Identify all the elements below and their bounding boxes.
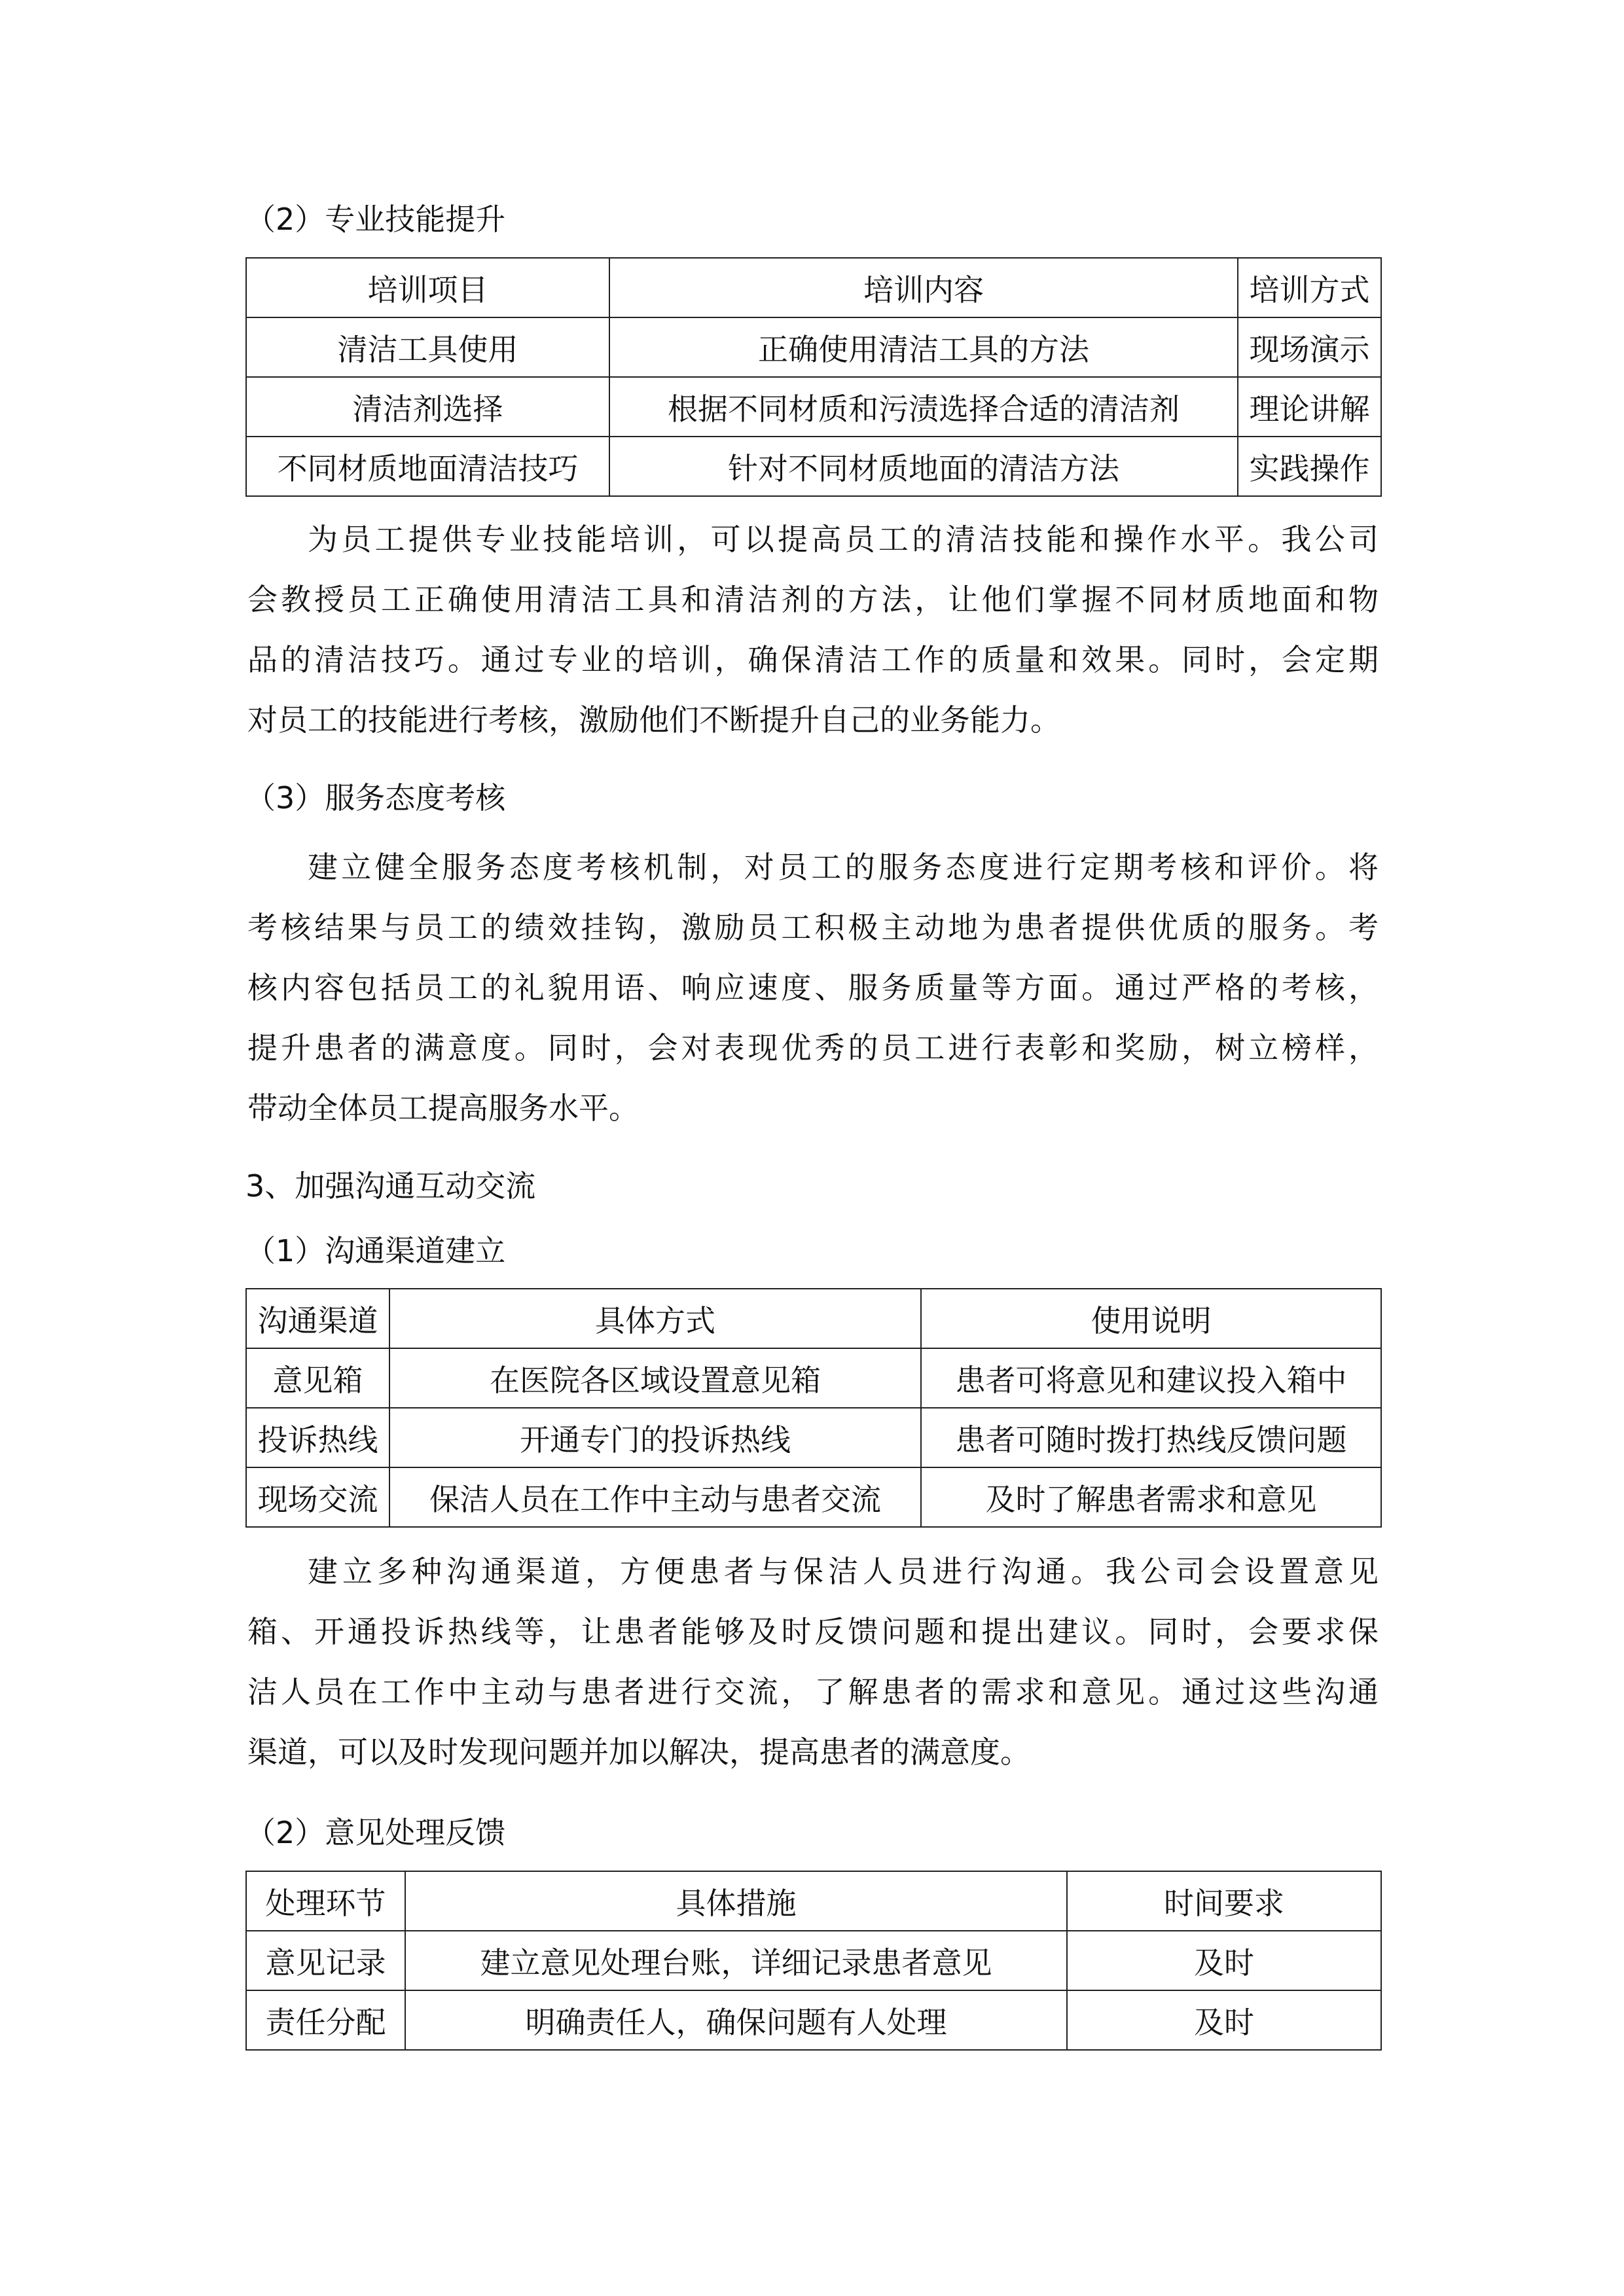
table-cell: 意见记录 xyxy=(246,1931,405,1990)
table-header-row xyxy=(246,1871,1381,1931)
table-row xyxy=(246,1931,1381,1990)
table-cell: 及时了解患者需求和意见 xyxy=(921,1467,1381,1527)
subsection-heading-channels: （1）沟通渠道建立 xyxy=(245,1233,506,1268)
paragraph-line: 提升患者的满意度。同时，会对表现优秀的员工进行表彰和奖励，树立榜样， xyxy=(247,1030,1379,1066)
section-heading-attitude: （3）服务态度考核 xyxy=(245,780,506,816)
table-row xyxy=(246,1990,1381,2050)
table-cell: 在医院各区域设置意见箱 xyxy=(389,1348,921,1408)
skills-training-table xyxy=(245,257,1382,497)
table-cell: 清洁工具使用 xyxy=(246,317,609,377)
section-heading-communication: 3、加强沟通互动交流 xyxy=(245,1168,536,1204)
table-row xyxy=(246,317,1381,377)
channels-paragraph xyxy=(247,1541,1379,1782)
table-cell: 建立意见处理台账，详细记录患者意见 xyxy=(405,1931,1067,1990)
table-cell: 现场交流 xyxy=(246,1467,389,1527)
paragraph-line: 建立多种沟通渠道，方便患者与保洁人员进行沟通。我公司会设置意见 xyxy=(308,1554,1379,1589)
table-row xyxy=(246,1467,1381,1527)
paragraph-line: 洁人员在工作中主动与患者进行交流，了解患者的需求和意见。通过这些沟通 xyxy=(247,1674,1379,1710)
table-header-cell: 处理环节 xyxy=(246,1871,405,1931)
communication-channels-table xyxy=(245,1288,1382,1528)
table-cell: 现场演示 xyxy=(1238,317,1381,377)
subsection-heading-feedback: （2）意见处理反馈 xyxy=(245,1815,506,1850)
feedback-handling-table xyxy=(245,1871,1382,2051)
table-header-cell: 具体措施 xyxy=(405,1871,1067,1931)
paragraph-line: 建立健全服务态度考核机制，对员工的服务态度进行定期考核和评价。将 xyxy=(308,850,1379,885)
paragraph-line: 考核结果与员工的绩效挂钩，激励员工积极主动地为患者提供优质的服务。考 xyxy=(247,910,1379,945)
table-cell: 患者可随时拨打热线反馈问题 xyxy=(921,1408,1381,1467)
table-cell: 正确使用清洁工具的方法 xyxy=(609,317,1238,377)
table-cell: 投诉热线 xyxy=(246,1408,389,1467)
paragraph-line: 会教授员工正确使用清洁工具和清洁剂的方法，让他们掌握不同材质地面和物 xyxy=(247,582,1379,617)
table-header-cell: 时间要求 xyxy=(1067,1871,1381,1931)
paragraph-line: 品的清洁技巧。通过专业的培训，确保清洁工作的质量和效果。同时，会定期 xyxy=(247,642,1379,677)
table-cell: 意见箱 xyxy=(246,1348,389,1408)
table-row xyxy=(246,377,1381,437)
table-header-cell: 培训项目 xyxy=(246,258,609,317)
table-cell: 清洁剂选择 xyxy=(246,377,609,437)
table-cell: 实践操作 xyxy=(1238,437,1381,496)
section-heading-skills: （2）专业技能提升 xyxy=(245,202,506,237)
paragraph-line: 箱、开通投诉热线等，让患者能够及时反馈问题和提出建议。同时，会要求保 xyxy=(247,1614,1379,1649)
table-header-cell: 培训内容 xyxy=(609,258,1238,317)
table-cell: 明确责任人，确保问题有人处理 xyxy=(405,1990,1067,2050)
paragraph-line: 为员工提供专业技能培训，可以提高员工的清洁技能和操作水平。我公司 xyxy=(308,522,1379,557)
paragraph-line: 渠道，可以及时发现问题并加以解决，提高患者的满意度。 xyxy=(247,1734,1030,1770)
table-cell: 及时 xyxy=(1067,1990,1381,2050)
table-cell: 患者可将意见和建议投入箱中 xyxy=(921,1348,1381,1408)
table-cell: 及时 xyxy=(1067,1931,1381,1990)
paragraph-line: 带动全体员工提高服务水平。 xyxy=(247,1090,639,1126)
paragraph-line: 核内容包括员工的礼貌用语、响应速度、服务质量等方面。通过严格的考核， xyxy=(247,970,1379,1005)
table-cell: 理论讲解 xyxy=(1238,377,1381,437)
table-cell: 责任分配 xyxy=(246,1990,405,2050)
skills-paragraph xyxy=(247,509,1379,750)
table-cell: 针对不同材质地面的清洁方法 xyxy=(609,437,1238,496)
table-header-row xyxy=(246,258,1381,317)
table-row xyxy=(246,1408,1381,1467)
table-header-cell: 使用说明 xyxy=(921,1289,1381,1348)
paragraph-line: 对员工的技能进行考核，激励他们不断提升自己的业务能力。 xyxy=(247,702,1060,738)
table-cell: 开通专门的投诉热线 xyxy=(389,1408,921,1467)
table-row xyxy=(246,437,1381,496)
table-cell: 根据不同材质和污渍选择合适的清洁剂 xyxy=(609,377,1238,437)
table-header-cell: 沟通渠道 xyxy=(246,1289,389,1348)
table-cell: 保洁人员在工作中主动与患者交流 xyxy=(389,1467,921,1527)
table-header-row xyxy=(246,1289,1381,1348)
attitude-paragraph xyxy=(247,837,1379,1138)
table-cell: 不同材质地面清洁技巧 xyxy=(246,437,609,496)
table-header-cell: 培训方式 xyxy=(1238,258,1381,317)
table-header-cell: 具体方式 xyxy=(389,1289,921,1348)
table-row xyxy=(246,1348,1381,1408)
